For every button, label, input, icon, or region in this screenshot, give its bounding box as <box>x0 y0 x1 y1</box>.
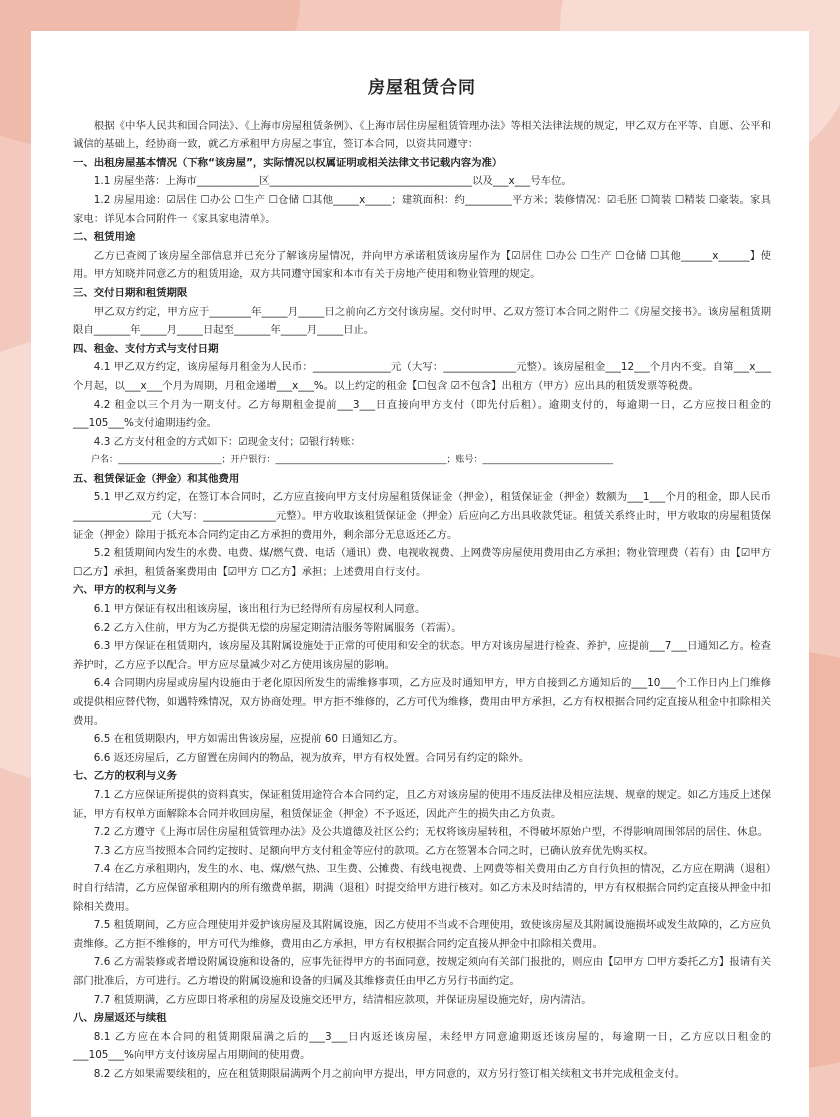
clause-8-1: 8.1 乙方应在本合同的租赁期限届满之后的___3___日内返还该房屋，未经甲方同意逾期返还该房屋的，每逾期一日，乙方应以日租金的___105___%向甲方支付该房屋占用期间的使用费。 <box>73 1030 771 1062</box>
contract-page <box>31 31 809 1117</box>
clause-4-3: 4.3 乙方支付租金的方式如下：☑现金支付；☑银行转账： <box>93 435 361 448</box>
clause-3-body: 甲乙双方约定，甲方应于________年_____月_____日之前向乙方交付该房屋。交付时甲、乙双方签订本合同之附件二《房屋交接书》。该房屋租赁期限自_______年_____月_____日起至_______年_____月_____日止。 <box>73 305 771 337</box>
clause-4-2: 4.2 租金以三个月为一期支付。乙方每期租金提前___3___日直接向甲方支付（即先付后租）。逾期支付的，每逾期一日，乙方应按日租金的___105___%支付逾期违约金。 <box>73 398 771 430</box>
clause-6-6: 6.6 返还房屋后，乙方留置在房间内的物品，视为放弃，甲方有权处置。合同另有约定的除外。 <box>93 751 530 764</box>
section-heading-6: 六、甲方的权利与义务 <box>73 584 177 597</box>
clause-5-2: 5.2 租赁期间内发生的水费、电费、煤/燃气费、电话（通讯）费、电视收视费、上网费等房屋使用费用由乙方承担；物业管理费（若有）由【☑甲方 ☐乙方】承担，租赁备案费用由【☑甲方 ☐乙方】承担；上述费用自行支付。 <box>73 547 771 578</box>
clause-7-5: 7.5 租赁期间，乙方应合理使用并爱护该房屋及其附属设施，因乙方使用不当或不合理使用，致使该房屋及其附属设施损坏或发生故障的，乙方应负责维修。乙方拒不维修的，甲方可代为维修，费用由乙方承担，甲方有权根据合同约定直接从押金中扣除相关费用。 <box>73 919 771 950</box>
clause-6-4: 6.4 合同期内房屋或房屋内设施由于老化原因所发生的需维修事项，乙方应及时通知甲方，甲方自接到乙方通知后的___10___个工作日内上门维修或提供相应替代物，如遇特殊情况，双方协商处理。甲方拒不维修的，乙方可代为维修，费用由甲方承担，乙方有权根据合同约定直接从租金中扣除相关费用。 <box>73 677 771 727</box>
clause-6-1: 6.1 甲方保证有权出租该房屋，该出租行为已经得所有房屋权利人同意。 <box>93 603 426 616</box>
clause-6-3: 6.3 甲方保证在租赁期内，该房屋及其附属设施处于正常的可使用和安全的状态。甲方对该房屋进行检查、养护，应提前___7___日通知乙方。检查养护时，乙方应予以配合。甲方应尽量减少对乙方使用该房屋的影响。 <box>73 640 771 671</box>
section-heading-7: 七、乙方的权利与义务 <box>73 770 177 783</box>
clause-7-7: 7.7 租赁期满，乙方应即日将承租的房屋及设施交还甲方，结清相应款项，并保证房屋设施完好，房内清洁。 <box>93 993 592 1006</box>
clause-7-6: 7.6 乙方需装修或者增设附属设施和设备的，应事先征得甲方的书面同意，按规定须向有关部门报批的，则应由【☑甲方 ☐甲方委托乙方】报请有关部门批准后，方可进行。乙方增设的附属设施和设备的归属及其维修责任由甲乙方另行书面约定。 <box>73 956 771 987</box>
section-heading-3: 三、交付日期和租赁期限 <box>73 286 188 299</box>
clause-1-2: 1.2 房屋用途：☑居住 ☐办公 ☐生产 ☐仓储 ☐其他_____x_____；建筑面积：约_________平方米；装修情况：☑毛胚 ☐简装 ☐精装 ☐豪装。家具家电：详见本合同附件一《家具家电清单》。 <box>73 193 771 225</box>
intro-paragraph: 根据《中华人民共和国合同法》、《上海市房屋租赁条例》、《上海市居住房屋租赁管理办法》等相关法律法规的规定，甲乙双方在平等、自愿、公平和诚信的基础上，经协商一致，就乙方承租甲方房屋之事宜，签订本合同，以资共同遵守： <box>73 119 771 151</box>
document-title: 房屋租赁合同 <box>368 78 476 98</box>
clause-7-1: 7.1 乙方应保证所提供的资料真实，保证租赁用途符合本合同约定，且乙方对该房屋的使用不违反法律及相应法规、规章的规定。如乙方违反上述保证，甲方有权单方面解除本合同并收回房屋，租赁保证金（押金）不予返还，因此产生的损失由乙方负责。 <box>73 788 771 820</box>
section-heading-8: 八、房屋返还与续租 <box>73 1012 167 1025</box>
section-heading-2: 二、租赁用途 <box>73 231 136 244</box>
clause-7-2: 7.2 乙方遵守《上海市居住房屋租赁管理办法》及公共道德及社区公约；无权将该房屋转租，不得破坏原始户型，不得影响周围邻居的居住、休息。 <box>93 826 769 839</box>
clause-5-1: 5.1 甲乙双方约定，在签订本合同时，乙方应直接向甲方支付房屋租赁保证金（押金），租赁保证金（押金）数额为___1___个月的租金，即人民币_______________元（大写：______________元整）。甲方收取该租赁保证金（押金）后应向乙方出具收款凭证。租赁关系终止时，甲方收取的房屋租赁保证金（押金）除用于抵充本合同约定由乙方承担的费用外，剩余部分无息返还乙方。 <box>73 491 771 541</box>
clause-4-1: 4.1 甲乙双方约定，该房屋每月租金为人民币：_______________元（大写：______________元整）。该房屋租金___12___个月内不变。自第___x___个月起，以___x___个月为周期，月租金递增___x___%。以上约定的租金【☐包含 ☑不包含】出租方（甲方）应出具的租赁发票等税费。 <box>73 361 771 392</box>
section-heading-1: 一、出租房屋基本情况（下称“该房屋”，实际情况以权属证明或相关法律文书记载内容为准） <box>73 156 503 169</box>
clause-7-3: 7.3 乙方应当按照本合同约定按时、足额向甲方支付租金等应付的款项。乙方在签署本合同之时，已确认放弃优先购买权。 <box>93 844 654 857</box>
section-heading-4: 四、租金、支付方式与支付日期 <box>73 342 219 355</box>
section-heading-5: 五、租赁保证金（押金）和其他费用 <box>73 472 240 485</box>
clause-1-1: 1.1 房屋坐落：上海市____________区_______________________________________以及___x___号车位。 <box>93 175 572 188</box>
clause-6-5: 6.5 在租赁期限内，甲方如需出售该房屋，应提前 60 日通知乙方。 <box>93 733 404 746</box>
clause-6-2: 6.2 乙方入住前，甲方为乙方提供无偿的房屋定期清洁服务等附属服务（若需）。 <box>93 621 462 634</box>
clause-7-4: 7.4 在乙方承租期内，发生的水、电、煤/燃气热、卫生费、公摊费、有线电视费、上网费等相关费用由乙方自行负担的情况，乙方应在期满（退租）时自行结清，乙方应保留承租期内的所有缴费单据，期满（退租）时提交给甲方进行核对。如乙方未及时结清的，甲方有权根据合同约定直接从押金中扣除相关费用。 <box>73 863 771 913</box>
bank-account-line: 户名：_______________________；开户银行：______________________________________；账号：_____________________________ <box>91 455 614 466</box>
clause-8-2: 8.2 乙方如果需要续租的，应在租赁期限届满两个月之前向甲方提出，甲方同意的，双方另行签订相关续租文书并完成租金支付。 <box>93 1067 686 1080</box>
clause-2-body: 乙方已查阅了该房屋全部信息并已充分了解该房屋情况，并向甲方承诺租赁该房屋作为【☑居住 ☐办公 ☐生产 ☐仓储 ☐其他______x______】使用。甲方知晓并同意乙方的租赁用途，双方共同遵守国家和本市有关于房地产使用和物业管理的规定。 <box>73 249 771 281</box>
